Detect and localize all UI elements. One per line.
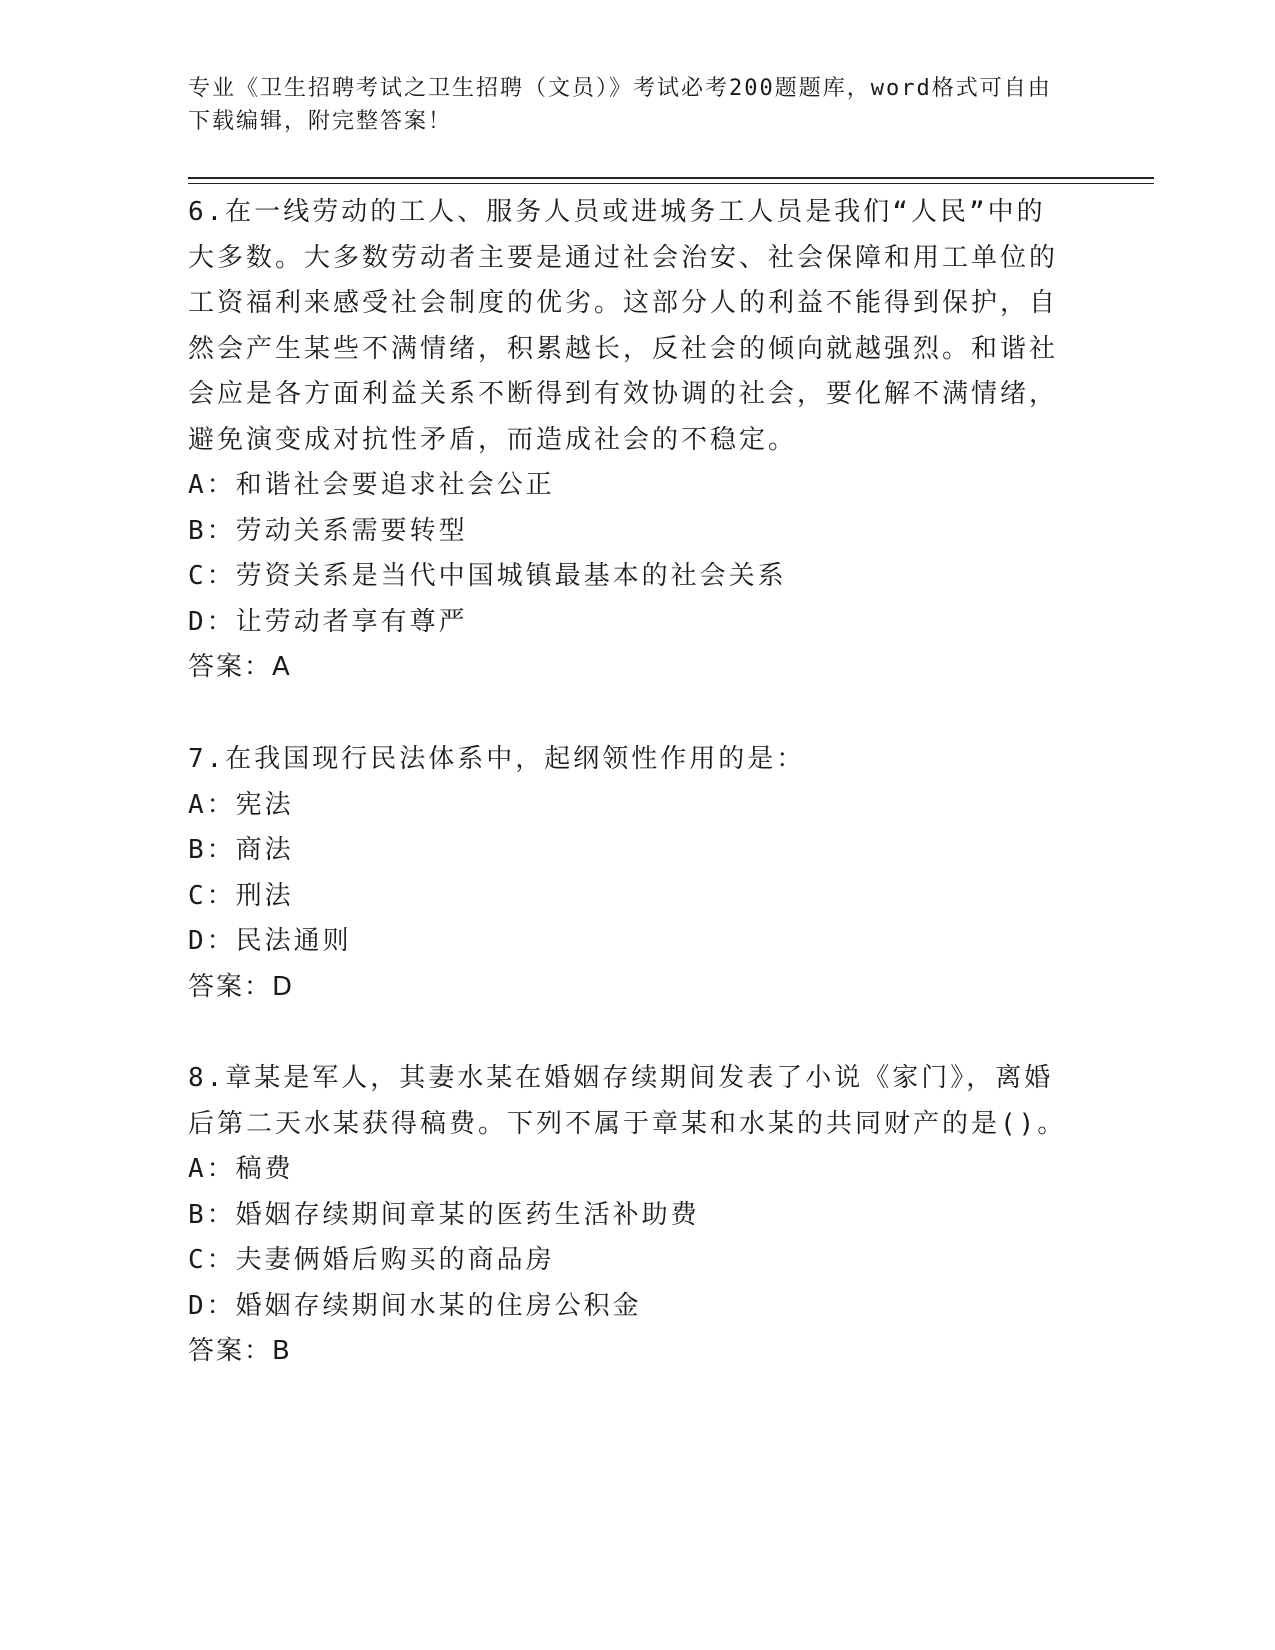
option-b: B：劳动关系需要转型	[188, 515, 468, 546]
question-stem: 7.在我国现行民法体系中，起纲领性作用的是：	[188, 744, 806, 774]
answer-label: 答案：D	[188, 971, 295, 1002]
header-divider-thick	[188, 177, 1154, 179]
option-a: A：宪法	[188, 789, 294, 820]
answer-label: 答案：A	[188, 652, 292, 682]
question-stem: 6.在一线劳动的工人、服务人员或进城务工人员是我们“人民”中的大多数。大多数劳动者主要是通过社会治安、社会保障和用工单位的工资福利来感受社会制度的优劣。这部分人的利益不能得到保护，自然会产生某些不满情绪，积累越长，反社会的倾向就越强烈。和谐社会应是各方面利益关系不断得到有效协调的社会，要化解不满情绪，避免演变成对抗性矛盾，而造成社会的不稳定。	[188, 197, 1059, 455]
option-d: D：婚姻存续期间水某的住房公积金	[188, 1290, 642, 1321]
question-6	[188, 190, 1068, 691]
option-d: D：民法通则	[188, 926, 352, 956]
header-divider-thin	[188, 183, 1154, 184]
option-a: A：和谐社会要追求社会公正	[188, 470, 555, 500]
option-b: B：婚姻存续期间章某的医药生活补助费	[188, 1199, 700, 1230]
question-stem: 8.章某是军人，其妻水某在婚姻存续期间发表了小说《家门》，离婚后第二天水某获得稿费。下列不属于章某和水某的共同财产的是()。	[188, 1063, 1067, 1139]
answer-label: 答案：B	[188, 1336, 292, 1366]
option-d: D：让劳动者享有尊严	[188, 606, 468, 637]
question-8	[188, 1056, 1068, 1375]
option-c: C：夫妻俩婚后购买的商品房	[188, 1245, 555, 1275]
option-c: C：劳资关系是当代中国城镇最基本的社会关系	[188, 561, 787, 591]
document-header: 专业《卫生招聘考试之卫生招聘（文员）》考试必考200题题库，word格式可自由下载编辑，附完整答案！	[188, 76, 1052, 134]
question-7	[188, 737, 1068, 1010]
option-c: C：刑法	[188, 880, 294, 911]
option-b: B：商法	[188, 835, 294, 865]
option-a: A：稿费	[188, 1154, 294, 1184]
